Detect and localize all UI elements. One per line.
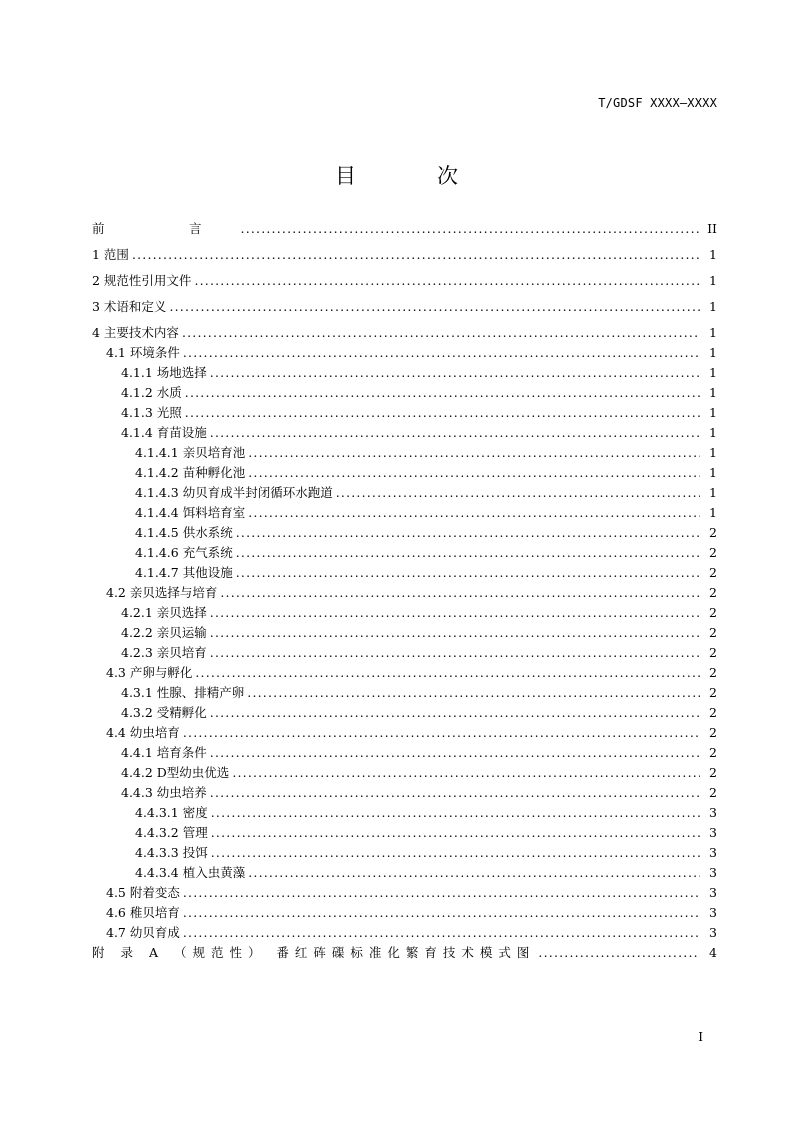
toc-dot-leader [248,463,700,483]
toc-entry[interactable] [92,663,717,683]
toc-entry-label: 4.6 稚贝培育 [106,905,180,920]
toc-entry[interactable] [92,403,717,423]
toc-entry-label: 4.1.4.7 其他设施 [135,565,233,580]
toc-entry-label: 4.3.1 性腺、排精产卵 [121,685,245,700]
toc-entry-page: 1 [709,485,717,500]
toc-entry-page: 3 [709,885,717,900]
toc-entry-label: 4 主要技术内容 [92,325,179,340]
toc-entry-label: 4.1.4.6 充气系统 [135,545,233,560]
toc-dot-leader [248,863,700,883]
toc-entry-page: 1 [709,505,717,520]
toc-entry-page: 2 [709,765,717,780]
toc-entry-page: 4 [709,945,717,960]
toc-dot-leader [211,803,700,823]
toc-entry[interactable] [92,271,717,291]
toc-entry-page: 3 [709,905,717,920]
toc-dot-leader [185,403,700,423]
toc-dot-leader [210,623,700,643]
toc-entry-page: 2 [709,785,717,800]
toc-entry[interactable] [92,323,717,343]
toc-entry[interactable] [92,723,717,743]
toc-dot-leader [210,783,700,803]
toc-entry-label: 4.4.3.4 植入虫黄藻 [135,865,246,880]
toc-entry-label: 4.1.4 育苗设施 [121,425,207,440]
toc-entry-label: 4.2.1 亲贝选择 [121,605,207,620]
toc-dot-leader [210,743,700,763]
footer-page-number: I [698,1030,703,1044]
toc-entry[interactable] [92,863,717,883]
toc-entry-label: 4.4.3.2 管理 [135,825,208,840]
toc-dot-leader [538,943,700,963]
toc-dot-leader [210,703,700,723]
toc-entry[interactable] [92,823,717,843]
toc-entry-label: 1 范围 [92,247,129,262]
toc-entry[interactable] [92,483,717,503]
toc-entry[interactable] [92,583,717,603]
toc-dot-leader [211,843,700,863]
toc-entry[interactable] [92,883,717,903]
toc-entry-label: 3 术语和定义 [92,299,167,314]
toc-entry[interactable] [92,683,717,703]
toc-entry-label: 4.1.4.4 饵料培育室 [135,505,246,520]
toc-dot-leader [183,923,700,943]
toc-entry[interactable] [92,923,717,943]
toc-entry-page: 1 [709,345,717,360]
toc-entry-page: 1 [709,365,717,380]
toc-dot-leader [211,823,700,843]
toc-dot-leader [210,603,700,623]
toc-entry-label: 4.1.4.1 亲贝培育池 [135,445,246,460]
toc-entry[interactable] [92,297,717,317]
toc-entry[interactable] [92,943,717,963]
toc-dot-leader [210,643,700,663]
toc-dot-leader [182,323,700,343]
toc-entry-label: 4.2 亲贝选择与培育 [106,585,218,600]
toc-entry-label: 4.1.4.2 苗种孵化池 [135,465,246,480]
toc-entry[interactable] [92,703,717,723]
toc-entry[interactable] [92,423,717,443]
toc-entry-page: 2 [709,545,717,560]
toc-entry-label: 4.1.4.3 幼贝育成半封闭循环水跑道 [135,485,333,500]
toc-entry-page: 1 [709,405,717,420]
toc-entry-label: 附 录 A （规范性） 番红砗磲标准化繁育技术模式图 [92,945,536,960]
toc-entry-page: 3 [709,925,717,940]
toc-entry[interactable] [92,903,717,923]
toc-entry-label: 4.3.2 受精孵化 [121,705,207,720]
toc-entry[interactable] [92,603,717,623]
toc-entry[interactable] [92,219,717,239]
toc-entry[interactable] [92,743,717,763]
toc-dot-leader [247,683,700,703]
toc-entry-page: 2 [709,725,717,740]
toc-entry-label: 4.2.2 亲贝运输 [121,625,207,640]
toc-entry-page: 1 [709,445,717,460]
toc-entry-label: 4.3 产卵与孵化 [106,665,193,680]
page-title: 目 次 [335,164,488,188]
toc-entry[interactable] [92,363,717,383]
toc-entry[interactable] [92,343,717,363]
toc-entry[interactable] [92,783,717,803]
toc-entry-page: 3 [709,865,717,880]
toc-entry-page: 1 [709,299,717,314]
toc-entry-label: 4.7 幼贝育成 [106,925,180,940]
toc-dot-leader [183,343,700,363]
toc-entry-page: 2 [709,685,717,700]
toc-dot-leader [336,483,700,503]
toc-entry[interactable] [92,643,717,663]
toc-dot-leader [220,583,700,603]
toc-entry-page: 1 [709,273,717,288]
toc-entry-label: 4.5 附着变态 [106,885,180,900]
toc-entry-page: 2 [709,585,717,600]
standard-code: T/GDSF XXXX—XXXX [598,96,717,110]
toc-dot-leader [241,219,700,239]
toc-entry[interactable] [92,563,717,583]
toc-entry-page: 1 [709,465,717,480]
toc-entry-page: 2 [709,525,717,540]
toc-dot-leader [236,543,700,563]
toc-entry-label: 4.4.2 D型幼虫优选 [121,765,230,780]
toc-dot-leader [183,723,700,743]
toc-entry[interactable] [92,245,717,265]
toc-dot-leader [248,443,700,463]
toc-entry[interactable] [92,763,717,783]
toc-dot-leader [210,363,700,383]
toc-entry-page: 2 [709,605,717,620]
toc-entry[interactable] [92,463,717,483]
toc-entry[interactable] [92,803,717,823]
toc-entry-page: 1 [709,325,717,340]
toc-entry[interactable] [92,543,717,563]
toc-entry-label: 4.4.1 培育条件 [121,745,207,760]
toc-entry-page: 2 [709,565,717,580]
toc-entry-label: 4.1.2 水质 [121,385,182,400]
toc-entry-page: 1 [709,385,717,400]
toc-entry-label: 4.1.3 光照 [121,405,182,420]
toc-dot-leader [248,503,700,523]
toc-entry-page: II [707,221,717,236]
toc-entry[interactable] [92,623,717,643]
toc-entry-page: 3 [709,825,717,840]
toc-entry[interactable] [92,443,717,463]
toc-entry-label: 4.1.1 场地选择 [121,365,207,380]
table-of-contents [92,219,717,963]
toc-entry-label: 4.2.3 亲贝培育 [121,645,207,660]
toc-dot-leader [210,423,700,443]
toc-dot-leader [195,663,700,683]
toc-entry[interactable] [92,383,717,403]
toc-entry-label: 4.4.3.3 投饵 [135,845,208,860]
toc-entry-label: 4.4.3.1 密度 [135,805,208,820]
toc-entry[interactable] [92,523,717,543]
toc-entry-label: 2 规范性引用文件 [92,273,192,288]
toc-entry-page: 2 [709,665,717,680]
toc-entry-page: 3 [709,805,717,820]
toc-entry[interactable] [92,503,717,523]
toc-dot-leader [183,883,700,903]
toc-dot-leader [183,903,700,923]
toc-dot-leader [232,763,700,783]
toc-entry-page: 2 [709,625,717,640]
toc-dot-leader [169,297,700,317]
toc-entry-label: 4.4 幼虫培育 [106,725,180,740]
toc-entry-page: 3 [709,845,717,860]
toc-dot-leader [236,523,700,543]
toc-entry-page: 2 [709,705,717,720]
toc-entry-page: 2 [709,645,717,660]
toc-entry-page: 2 [709,745,717,760]
toc-entry[interactable] [92,843,717,863]
toc-dot-leader [185,383,700,403]
toc-dot-leader [194,271,700,291]
toc-entry-label: 4.4.3 幼虫培养 [121,785,207,800]
toc-dot-leader [236,563,700,583]
toc-entry-page: 1 [709,247,717,262]
toc-entry-label: 4.1 环境条件 [106,345,180,360]
toc-dot-leader [132,245,700,265]
toc-entry-label: 4.1.4.5 供水系统 [135,525,233,540]
toc-entry-page: 1 [709,425,717,440]
toc-entry-label: 前 言 [92,221,238,236]
